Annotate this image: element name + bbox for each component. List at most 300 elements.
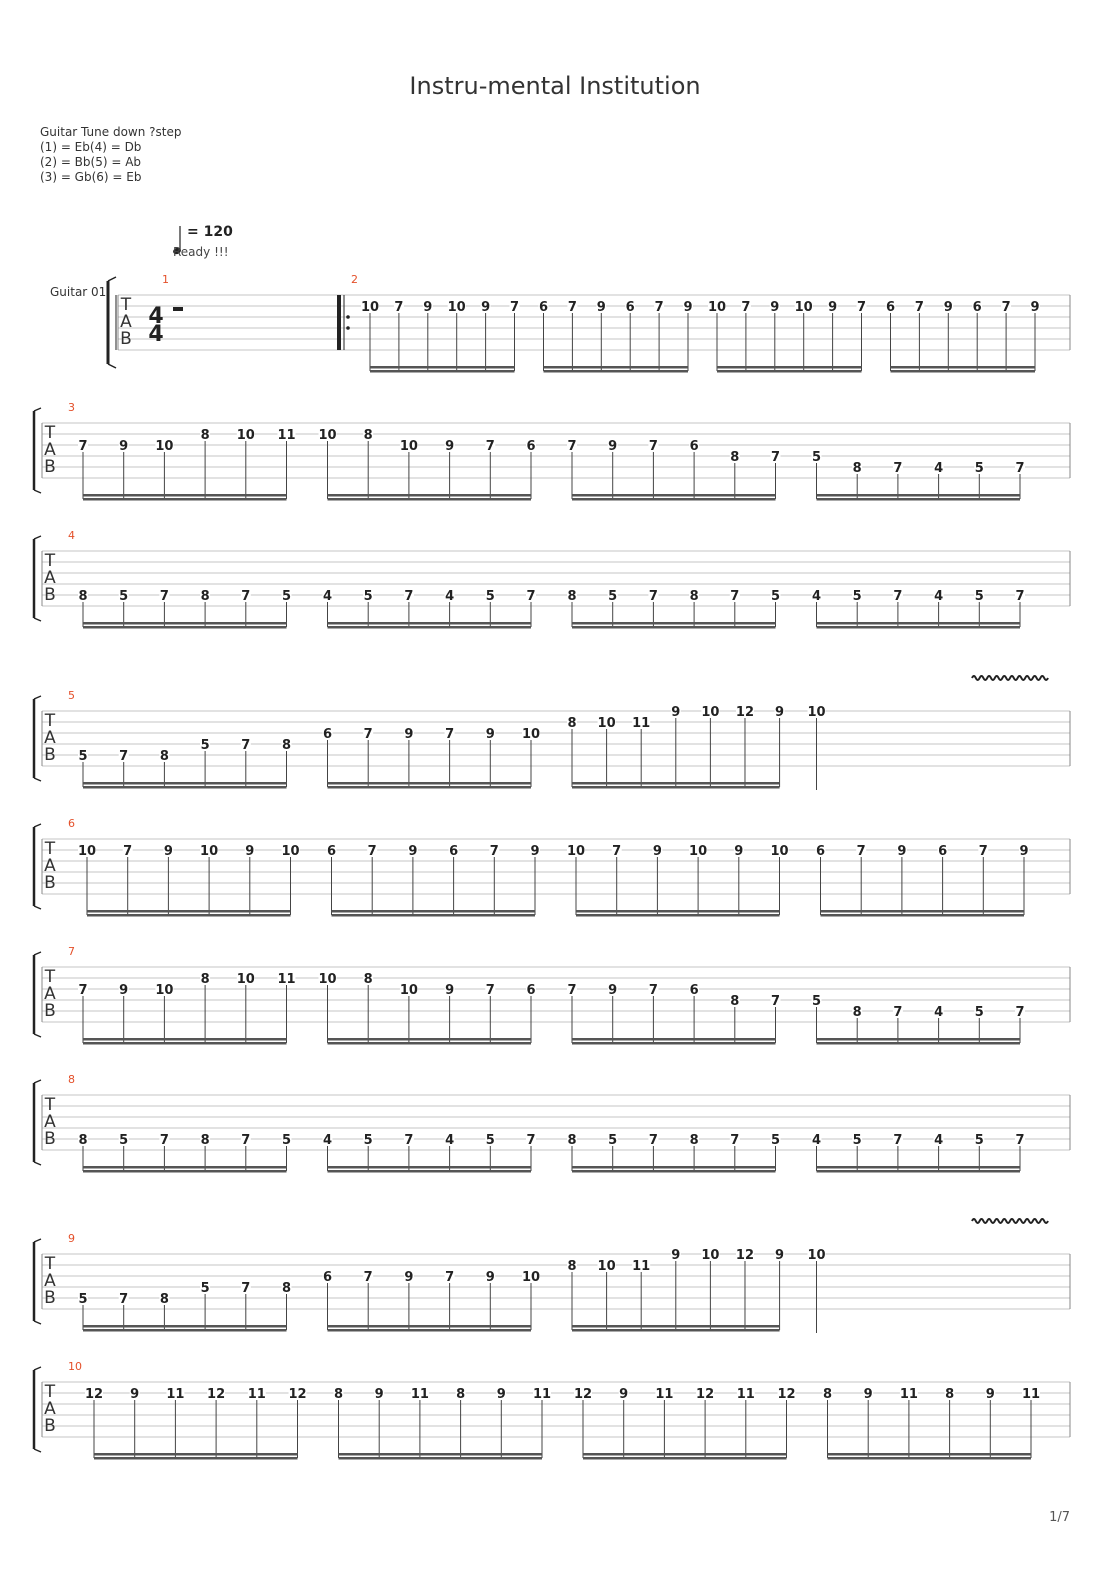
- fret-number: 5: [281, 589, 292, 604]
- system-bracket: [34, 618, 41, 621]
- beam-secondary: [817, 498, 1021, 501]
- fret-number: 8: [567, 716, 577, 731]
- fret-number: 8: [730, 450, 740, 465]
- beam-secondary: [328, 1042, 532, 1045]
- beam-secondary: [83, 1042, 287, 1045]
- fret-number: 5: [119, 1133, 129, 1148]
- beam-primary: [817, 1038, 1021, 1041]
- beam-secondary: [328, 786, 532, 789]
- staff-system: [34, 1360, 1070, 1460]
- vibrato-mark: [972, 1219, 1048, 1223]
- fret-number: 6: [689, 439, 699, 454]
- fret-number: 7: [159, 589, 169, 604]
- beam-secondary: [328, 626, 532, 629]
- fret-number: 4: [811, 1133, 822, 1148]
- fret-number: 7: [914, 300, 924, 315]
- fret-number: 6: [885, 300, 896, 315]
- beam-primary: [817, 622, 1021, 625]
- fret-number: 9: [485, 727, 495, 742]
- tab-clef-letter: A: [44, 1399, 56, 1419]
- track-name: Guitar 01: [50, 285, 107, 299]
- fret-number: 9: [485, 1270, 495, 1285]
- tab-clef-letter: T: [44, 551, 56, 571]
- fret-number: 7: [394, 300, 404, 315]
- fret-number: 7: [893, 461, 903, 476]
- fret-number: 7: [893, 1005, 903, 1020]
- fret-number: 9: [863, 1387, 873, 1402]
- beam-primary: [83, 782, 287, 785]
- tuning-line-3: (3) = Gb(6) = Eb: [40, 170, 142, 184]
- fret-number: 8: [200, 589, 210, 604]
- beam-secondary: [83, 1329, 287, 1332]
- fret-number: 7: [445, 727, 455, 742]
- fret-number: 7: [241, 589, 251, 604]
- score-title: Instru-mental Institution: [409, 72, 701, 100]
- fret-number: 7: [404, 589, 414, 604]
- fret-number: 7: [893, 589, 903, 604]
- tab-clef-letter: T: [44, 1095, 56, 1115]
- fret-number: 6: [972, 300, 982, 315]
- fret-number: 5: [974, 589, 984, 604]
- fret-number: 9: [608, 983, 618, 998]
- fret-number: 10: [770, 844, 789, 859]
- fret-number: 10: [236, 972, 255, 987]
- staff-system: [34, 1219, 1070, 1333]
- beam-primary: [572, 622, 776, 625]
- tab-clef-letter: T: [44, 1254, 56, 1274]
- fret-number: 5: [770, 1133, 781, 1148]
- fret-number: 5: [78, 1292, 88, 1307]
- fret-number: 9: [445, 439, 455, 454]
- tab-clef-letter: T: [44, 1382, 56, 1402]
- measure-number: 9: [68, 1232, 75, 1245]
- fret-number: 7: [856, 844, 866, 859]
- fret-number: 10: [318, 972, 337, 987]
- fret-number: 6: [322, 1270, 333, 1285]
- fret-number: 7: [567, 300, 577, 315]
- beam-secondary: [572, 786, 780, 789]
- fret-number: 10: [689, 844, 708, 859]
- fret-number: 8: [159, 1292, 169, 1307]
- fret-number: 9: [119, 439, 129, 454]
- fret-number: 8: [945, 1387, 955, 1402]
- fret-number: 5: [974, 1133, 984, 1148]
- beam-secondary: [821, 914, 1025, 917]
- fret-number: 10: [707, 300, 727, 315]
- fret-number: 8: [363, 428, 373, 443]
- fret-number: 11: [899, 1387, 918, 1402]
- fret-number: 7: [485, 439, 495, 454]
- fret-number: 5: [770, 589, 781, 604]
- tab-clef-letter: T: [120, 295, 132, 315]
- tab-clef-letter: B: [120, 329, 132, 349]
- fret-number: 9: [445, 983, 455, 998]
- measure-number: 4: [68, 529, 75, 542]
- fret-number: 10: [318, 428, 337, 443]
- measure-number: 3: [68, 401, 75, 414]
- beam-primary: [339, 1453, 543, 1456]
- fret-number: 9: [671, 705, 681, 720]
- staff-system: [34, 1073, 1070, 1173]
- fret-number: 8: [689, 1133, 699, 1148]
- measure-number: 5: [68, 689, 75, 702]
- fret-number: 10: [447, 300, 466, 315]
- fret-number: 9: [1019, 844, 1029, 859]
- fret-number: 4: [934, 1133, 944, 1148]
- beam-primary: [583, 1453, 787, 1456]
- beam-primary: [572, 494, 776, 497]
- fret-number: 9: [828, 300, 838, 315]
- beam-secondary: [83, 1170, 287, 1173]
- fret-number: 10: [566, 844, 586, 859]
- beam-primary: [83, 622, 287, 625]
- fret-number: 10: [77, 844, 97, 859]
- fret-number: 7: [612, 844, 622, 859]
- measure-number: 8: [68, 1073, 75, 1086]
- fret-number: 9: [775, 1248, 785, 1263]
- beam-secondary: [576, 914, 780, 917]
- fret-number: 6: [538, 300, 549, 315]
- fret-number: 11: [655, 1387, 674, 1402]
- fret-number: 8: [822, 1387, 833, 1402]
- beam-primary: [370, 366, 515, 369]
- beam-secondary: [332, 914, 536, 917]
- fret-number: 9: [608, 439, 618, 454]
- fret-number: 8: [567, 1259, 577, 1274]
- fret-number: 12: [288, 1387, 307, 1402]
- measure-number: 6: [68, 817, 75, 830]
- fret-number: 8: [730, 994, 740, 1009]
- fret-number: 7: [367, 844, 377, 859]
- beam-primary: [576, 910, 780, 913]
- fret-number: 7: [648, 439, 658, 454]
- fret-number: 7: [730, 589, 740, 604]
- fret-number: 12: [777, 1387, 796, 1402]
- beam-secondary: [572, 1329, 780, 1332]
- beam-secondary: [891, 370, 1036, 373]
- fret-number: 9: [130, 1387, 140, 1402]
- beam-primary: [891, 366, 1036, 369]
- beam-secondary: [572, 1042, 776, 1045]
- staff-system: [108, 273, 1070, 373]
- beam-primary: [328, 1166, 532, 1169]
- fret-number: 10: [399, 439, 418, 454]
- tab-clef-letter: A: [44, 728, 56, 748]
- fret-number: 7: [123, 844, 133, 859]
- fret-number: 9: [530, 844, 540, 859]
- fret-number: 12: [84, 1387, 104, 1402]
- beam-secondary: [572, 626, 776, 629]
- beam-primary: [328, 782, 532, 785]
- fret-number: 9: [1030, 300, 1040, 315]
- fret-number: 6: [326, 844, 337, 859]
- beam-secondary: [817, 626, 1021, 629]
- tab-clef-letter: B: [44, 745, 56, 765]
- staff-system: [34, 529, 1070, 629]
- fret-number: 10: [807, 705, 826, 720]
- fret-number: 9: [943, 300, 953, 315]
- fret-number: 9: [374, 1387, 384, 1402]
- beam-primary: [717, 366, 862, 369]
- fret-number: 7: [241, 1281, 251, 1296]
- fret-number: 4: [934, 461, 944, 476]
- beam-primary: [572, 1038, 776, 1041]
- beam-secondary: [94, 1457, 298, 1460]
- fret-number: 7: [1015, 1133, 1025, 1148]
- beam-primary: [83, 1038, 287, 1041]
- system-bracket: [34, 824, 41, 827]
- beam-secondary: [328, 498, 532, 501]
- fret-number: 11: [410, 1387, 429, 1402]
- tuning-line-1: (1) = Eb(4) = Db: [40, 140, 142, 154]
- fret-number: 8: [567, 1133, 577, 1148]
- beam-primary: [328, 1325, 532, 1328]
- beam-secondary: [817, 1170, 1021, 1173]
- fret-number: 9: [770, 300, 780, 315]
- fret-number: 7: [485, 983, 495, 998]
- beam-secondary: [828, 1457, 1032, 1460]
- fret-number: 7: [159, 1133, 169, 1148]
- tuning-line-2: (2) = Bb(5) = Ab: [40, 155, 142, 169]
- system-bracket: [34, 1367, 41, 1370]
- fret-number: 8: [852, 1005, 862, 1020]
- staff-system: [34, 817, 1070, 917]
- fret-number: 5: [811, 450, 822, 465]
- fret-number: 7: [648, 1133, 658, 1148]
- fret-number: 9: [404, 1270, 414, 1285]
- tab-clef-letter: A: [120, 312, 132, 332]
- tuning-heading: Guitar Tune down ?step: [40, 125, 182, 139]
- fret-number: 7: [363, 1270, 373, 1285]
- fret-number: 7: [509, 300, 520, 315]
- measure-number: 1: [162, 273, 169, 286]
- fret-number: 7: [741, 300, 751, 315]
- fret-number: 5: [119, 589, 129, 604]
- repeat-dot: [346, 326, 350, 330]
- beam-primary: [328, 494, 532, 497]
- system-bracket: [34, 952, 41, 955]
- system-bracket: [34, 778, 41, 781]
- fret-number: 9: [734, 844, 744, 859]
- beam-primary: [572, 1325, 780, 1328]
- tab-clef-letter: T: [44, 967, 56, 987]
- fret-number: 7: [78, 439, 88, 454]
- fret-number: 4: [322, 1133, 333, 1148]
- beam-secondary: [544, 370, 689, 373]
- system-bracket: [108, 364, 116, 368]
- fret-number: 11: [1021, 1387, 1041, 1402]
- repeat-dot: [346, 315, 350, 319]
- fret-number: 8: [281, 1281, 292, 1296]
- fret-number: 7: [119, 749, 129, 764]
- fret-number: 8: [363, 972, 373, 987]
- beam-primary: [83, 1325, 287, 1328]
- tab-clef-letter: B: [44, 873, 56, 893]
- tab-clef-letter: T: [44, 839, 56, 859]
- fret-number: 5: [485, 589, 495, 604]
- system-bracket: [34, 1321, 41, 1324]
- system-bracket: [108, 277, 116, 281]
- fret-number: 7: [78, 983, 88, 998]
- beam-primary: [544, 366, 689, 369]
- fret-number: 6: [526, 983, 536, 998]
- tab-clef-letter: T: [44, 711, 56, 731]
- fret-number: 7: [526, 1133, 536, 1148]
- system-bracket: [34, 696, 41, 699]
- fret-number: 11: [632, 716, 651, 731]
- system-bracket: [34, 1034, 41, 1037]
- fret-number: 6: [689, 983, 699, 998]
- fret-number: 8: [333, 1387, 344, 1402]
- system-bracket: [34, 1239, 41, 1242]
- fret-number: 7: [241, 1133, 251, 1148]
- fret-number: 4: [445, 589, 455, 604]
- fret-number: 4: [322, 589, 333, 604]
- fret-number: 7: [1015, 589, 1025, 604]
- beam-primary: [817, 1166, 1021, 1169]
- beam-secondary: [83, 626, 287, 629]
- fret-number: 7: [526, 589, 536, 604]
- fret-number: 9: [496, 1387, 506, 1402]
- fret-number: 7: [648, 983, 658, 998]
- fret-number: 5: [363, 589, 373, 604]
- fret-number: 8: [852, 461, 862, 476]
- fret-number: 7: [770, 450, 781, 465]
- fret-number: 11: [247, 1387, 266, 1402]
- fret-number: 10: [521, 727, 541, 742]
- fret-number: 9: [897, 844, 907, 859]
- beam-primary: [94, 1453, 298, 1456]
- fret-number: 6: [938, 844, 948, 859]
- staff-system: [34, 945, 1070, 1045]
- system-bracket: [34, 1080, 41, 1083]
- beam-secondary: [83, 786, 287, 789]
- fret-number: 7: [770, 994, 781, 1009]
- tempo-text: Ready !!!: [173, 245, 229, 259]
- fret-number: 9: [245, 844, 255, 859]
- fret-number: 8: [159, 749, 169, 764]
- beam-primary: [83, 494, 287, 497]
- fret-number: 5: [363, 1133, 373, 1148]
- fret-number: 5: [78, 749, 88, 764]
- tab-clef-letter: B: [44, 1288, 56, 1308]
- vibrato-mark: [972, 676, 1048, 680]
- beam-primary: [332, 910, 536, 913]
- fret-number: 11: [277, 428, 296, 443]
- beam-primary: [328, 622, 532, 625]
- fret-number: 8: [200, 972, 210, 987]
- fret-number: 8: [281, 738, 292, 753]
- fret-number: 7: [567, 983, 577, 998]
- fret-number: 7: [567, 439, 577, 454]
- beam-secondary: [370, 370, 515, 373]
- fret-number: 11: [736, 1387, 755, 1402]
- beam-secondary: [83, 498, 287, 501]
- system-bracket: [34, 1162, 41, 1165]
- fret-number: 4: [934, 589, 944, 604]
- fret-number: 4: [445, 1133, 455, 1148]
- fret-number: 10: [701, 705, 720, 720]
- fret-number: 11: [632, 1259, 651, 1274]
- fret-number: 7: [1015, 461, 1025, 476]
- beam-primary: [328, 1038, 532, 1041]
- fret-number: 7: [1015, 1005, 1025, 1020]
- fret-number: 7: [978, 844, 988, 859]
- fret-number: 5: [281, 1133, 292, 1148]
- fret-number: 6: [322, 727, 333, 742]
- fret-number: 10: [200, 844, 219, 859]
- fret-number: 5: [974, 461, 984, 476]
- fret-number: 5: [200, 738, 210, 753]
- beam-secondary: [817, 1042, 1021, 1045]
- fret-number: 6: [526, 439, 536, 454]
- beam-primary: [572, 782, 780, 785]
- fret-number: 9: [119, 983, 129, 998]
- fret-number: 7: [241, 738, 251, 753]
- system-bracket: [34, 408, 41, 411]
- system-bracket: [34, 1449, 41, 1452]
- tab-clef-letter: A: [44, 984, 56, 1004]
- beam-primary: [821, 910, 1025, 913]
- fret-number: 10: [236, 428, 255, 443]
- fret-number: 8: [200, 1133, 210, 1148]
- fret-number: 12: [207, 1387, 226, 1402]
- beam-secondary: [87, 914, 291, 917]
- measure-number: 10: [68, 1360, 82, 1373]
- fret-number: 12: [735, 1248, 755, 1263]
- tab-clef-letter: B: [44, 457, 56, 477]
- fret-number: 10: [281, 844, 300, 859]
- measure-number: 7: [68, 945, 75, 958]
- fret-number: 12: [696, 1387, 715, 1402]
- measure-number: 2: [351, 273, 358, 286]
- fret-number: 9: [596, 300, 606, 315]
- staff-system: [34, 676, 1070, 790]
- page-number: 1/7: [1049, 1510, 1070, 1525]
- system-bracket: [34, 906, 41, 909]
- fret-number: 8: [456, 1387, 466, 1402]
- fret-number: 5: [974, 1005, 984, 1020]
- fret-number: 10: [360, 300, 380, 315]
- staff-system: [34, 401, 1070, 501]
- time-signature-bottom: 4: [148, 322, 164, 347]
- fret-number: 10: [597, 1259, 616, 1274]
- fret-number: 7: [445, 1270, 455, 1285]
- fret-number: 6: [449, 844, 459, 859]
- fret-number: 8: [78, 1133, 88, 1148]
- fret-number: 7: [654, 300, 664, 315]
- tab-clef-letter: T: [44, 423, 56, 443]
- tempo-prefix: =: [187, 224, 204, 240]
- whole-rest: [173, 307, 183, 311]
- fret-number: 9: [619, 1387, 629, 1402]
- fret-number: 9: [985, 1387, 995, 1402]
- beam-secondary: [717, 370, 862, 373]
- fret-number: 10: [399, 983, 418, 998]
- beam-secondary: [328, 1329, 532, 1332]
- fret-number: 7: [730, 1133, 740, 1148]
- tab-clef-letter: A: [44, 1112, 56, 1132]
- fret-number: 7: [363, 727, 373, 742]
- fret-number: 10: [597, 716, 616, 731]
- fret-number: 11: [532, 1387, 552, 1402]
- fret-number: 5: [200, 1281, 210, 1296]
- tempo-value: 120: [203, 224, 233, 240]
- time-signature-top: 4: [148, 304, 164, 329]
- fret-number: 5: [608, 589, 618, 604]
- fret-number: 8: [200, 428, 210, 443]
- fret-number: 9: [671, 1248, 681, 1263]
